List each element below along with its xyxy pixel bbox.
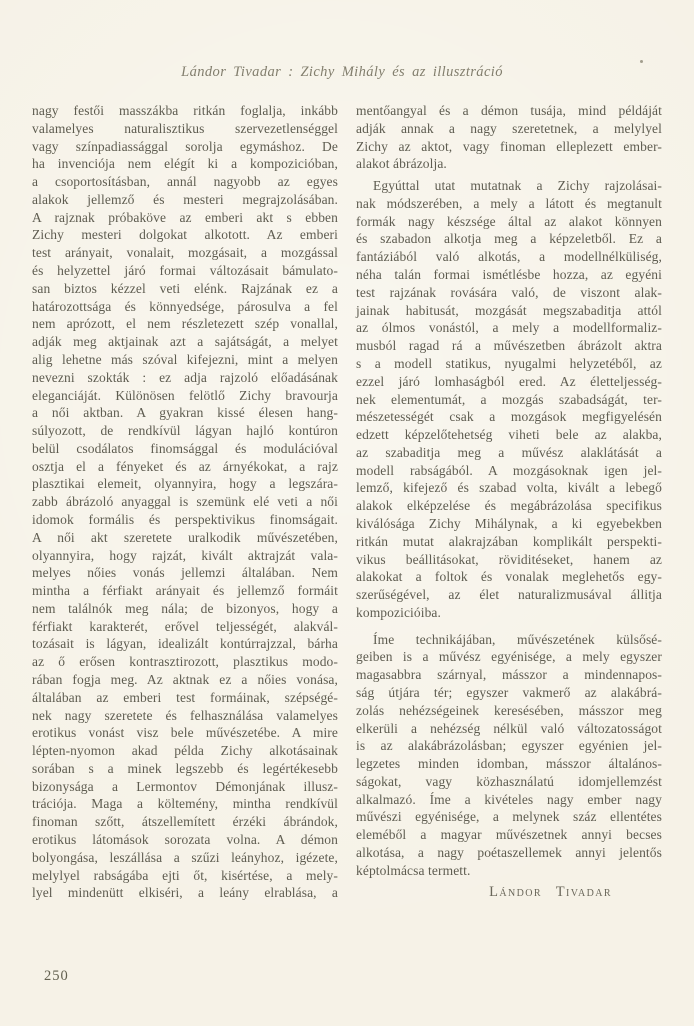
text-line: nagy festői masszákba ritkán foglalja, inkább <box>32 103 338 118</box>
paragraph <box>32 102 338 902</box>
text-line: A női akt szeretete uralkodik művészetében, <box>32 529 338 545</box>
text-line: mészetességét csak a mozgások megfigyelésén <box>356 409 662 425</box>
text-line: az ólmos vonástól, a mely a modellformaliz- <box>356 320 662 336</box>
text-line: erotikus látomások sorozata volna. A démon <box>32 832 338 848</box>
text-line: melyes nőies vonás jellemzi általában. Nem <box>32 565 338 581</box>
text-line: kompozicióiba. <box>356 604 442 620</box>
paper-speck <box>640 60 643 63</box>
text-line: bizonysága a Lermontov Démonjának illusz- <box>32 778 338 794</box>
text-line: test arányait, vonalait, mozgásait, a mozgással <box>32 245 338 261</box>
text-line: lyel mindenütt elkiséri, a leány elrablása, a <box>32 885 338 901</box>
text-line: alakokat a foltok és vonalak meglehetős egy- <box>356 569 662 585</box>
text-line: edzett képzelőtehetség viheti bele az alakba, <box>356 427 662 443</box>
text-line: fantáziából való alkotás, a modellnélküliség, <box>356 249 662 265</box>
text-line: s a modell statikus, nyugalmi helyzetéből, az <box>356 355 662 371</box>
text-line: trációja. Maga a költemény, mintha rendkívül <box>32 796 338 812</box>
text-line: eleganciáját. Különösen felötlő Zichy bravourja <box>32 387 338 403</box>
text-line: adják meg aktjainak azt a sajátságát, a melyet <box>32 334 338 350</box>
text-line: súlyozott, de rendkívül lágyan hajló kontúron <box>32 423 338 439</box>
text-line: nevezni szokták : ez adja rajzoló előadásának <box>32 369 338 385</box>
text-line: és helyzettel járó formai változásait bámulato- <box>32 263 338 279</box>
text-line: is az alakábrázolásban; egyszer egyénien jel- <box>356 738 662 754</box>
text-line: nem aprózott, el nem részletezett szép vonallal, <box>32 316 338 332</box>
paragraph <box>356 102 662 173</box>
text-line: elkerüli a nehézség nélkül való változatosságot <box>356 720 662 736</box>
text-line: bolyongása, leszállása a szűzi leányhoz, igézete, <box>32 849 338 865</box>
text-line: férfiakt karakterét, erővel teljességét, alakvál- <box>32 618 338 634</box>
text-line: osztja el a fényeket és az árnyékokat, a rajz <box>32 458 338 474</box>
text-line: nek nagy szeretete és felhasználása valamelyes <box>32 707 338 723</box>
text-line: a csoportosításban, annál nagyobb az egyes <box>32 174 338 190</box>
text-line: határozottsága és könnyedsége, párosulva a fel <box>32 298 338 314</box>
text-column-right <box>356 102 662 880</box>
text-line: valamelyes naturalisztikus szervezetlenséggel <box>32 120 338 136</box>
text-line: finoman szőtt, átszellemített érzéki ábrándok, <box>32 814 338 830</box>
text-line: Egyúttal utat mutatnak a Zichy rajzolásai- <box>373 178 662 194</box>
text-line: alakok elképzelése és megábrázolása specifikus <box>356 498 662 514</box>
text-line: Zichy mesteri dolgokat alkotott. Az emberi <box>32 227 338 243</box>
text-line: idomok formális és perspektivikus finomságait. <box>32 511 338 527</box>
text-line: alakot ábrázolja. <box>356 156 447 172</box>
text-line: művészi egyénisége, a melynek száz ellentétes <box>356 809 662 825</box>
text-line: mentőangyal és a démon tusája, mind példáját <box>356 103 662 118</box>
text-line: ezzel járó lomhaságból ered. Az életteljesség- <box>356 373 662 389</box>
text-line: sorában s a minek legszebb és legértékesebb <box>32 760 338 776</box>
paragraph <box>356 631 662 880</box>
text-line: alkotása, a nagy poétaszellemek annyi jelentős <box>356 845 662 861</box>
text-line: ságokat, vagy közhasználatú idomjellemzést <box>356 773 662 789</box>
text-line: belül csodálatos finomsággal és modulációval <box>32 440 338 456</box>
text-line: legzetes minden idomban, másszor általános- <box>356 756 662 772</box>
text-line: szerűségével, az élet naturalizmusával állitja <box>356 587 662 603</box>
text-line: általában az emberi test formáinak, szépségé- <box>32 689 338 705</box>
text-line: zabb ábrázoló anyaggal is szemünk elé veti a női <box>32 494 338 510</box>
text-line: az szabaditja meg a művész alaklátását a <box>356 444 662 460</box>
text-line: modell rabságából. A mozgásoknak igen jel- <box>356 462 662 478</box>
text-line: ha invenciója nem elégít ki a kompozicióban, <box>32 156 338 172</box>
text-line: ritkán mutat alakrajzában komplikált perspekti- <box>356 533 662 549</box>
text-line: rában fogja meg. Az aktnak ez a nőies vonása, <box>32 672 338 687</box>
text-line: Zichy az aktot, vagy finoman elleplezett ember- <box>356 138 662 154</box>
text-line: san biztos kézzel veti elénk. Rajzának ez a <box>32 280 338 296</box>
author-signature: Lándor Tivadar <box>489 884 612 900</box>
text-column-left <box>32 102 338 902</box>
text-line: Íme technikájában, művészetének külsősé- <box>373 631 662 647</box>
text-line: lépten-nyomon akad példa Zichy alkotásainak <box>32 743 338 759</box>
text-line: nek elementumát, a mozgás szabadságát, ter- <box>356 391 662 407</box>
text-line: zolás nehézségeinek keresésében, másszor meg <box>356 702 662 718</box>
text-line: test rajzának rovására való, de viszont alak- <box>356 284 662 300</box>
page-number: 250 <box>44 968 69 984</box>
text-line: az ő erősen kontrasztirozott, plasztikus modo- <box>32 654 338 670</box>
text-line: musból ragad rá a művészetben ábrázolt aktra <box>356 338 662 354</box>
text-line: olyannyira, hogy rajzát, kivált aktrajzát vala- <box>32 547 338 563</box>
text-line: néha talán formai ismétlésbe hozza, az egyéni <box>356 267 662 283</box>
text-line: plasztikai elemeit, olyannyira, hogy a legszára- <box>32 476 338 492</box>
text-line: vagy színpadiassággal sorolja egymáshoz. De <box>32 138 338 154</box>
text-line: ság útjára tér; egyszer vakmerő az alakábrá- <box>356 685 662 700</box>
text-line: nem találnók meg nála; de bizonyos, hogy a <box>32 600 338 616</box>
text-line: melylyel rabságába ejti őt, kisértése, a mely- <box>32 867 338 883</box>
paragraph <box>356 177 662 622</box>
running-header: Lándor Tivadar : Zichy Mihály és az illusztráció <box>181 64 503 80</box>
text-line: eleméből a magyar művészetnek annyi becses <box>356 827 662 843</box>
text-line: tozásait is lágyan, idealizált kontúrrajzzal, bárha <box>32 636 338 652</box>
text-line: nak módszerében, a mely a látott és megtanult <box>356 195 662 211</box>
text-line: alkalmazó. Íme a kivételes nagy ember nagy <box>356 791 662 807</box>
text-line: geiben is a művész egyénisége, a mely egyszer <box>356 649 662 665</box>
text-line: és szabadon alkotja meg a képzeletből. Ez a <box>356 231 662 247</box>
text-line: A rajznak próbaköve az emberi akt s ebben <box>32 209 338 225</box>
text-line: lemző, kifejező és szabad volta, kivált a lebegő <box>356 480 662 496</box>
text-line: a női aktban. A gyakran kissé élesen hang- <box>32 405 338 421</box>
text-line: képtolmácsa termett. <box>356 862 471 878</box>
text-line: formák nagy készsége által az alakot könnyen <box>356 213 662 229</box>
text-line: alakok jellemző és mesteri megrajzolásában. <box>32 191 338 207</box>
text-line: jainak habitusát, mozgását megszabaditja attól <box>356 302 662 318</box>
text-line: adják annak a nagy szeretetnek, a melylyel <box>356 120 662 136</box>
text-line: alig lehetne más szóval kifejezni, mint a melyen <box>32 351 338 367</box>
text-line: magasabbra szárnyal, másszor a mindennapos- <box>356 667 662 683</box>
text-line: erotikus vonást visz bele művészetébe. A mire <box>32 725 338 741</box>
text-line: kiválósága Zichy Mihálynak, a ki egyebekben <box>356 515 662 531</box>
text-line: mintha a férfiakt arányait és jellemző formáit <box>32 583 338 599</box>
text-line: vikus beállitásokat, röviditéseket, hanem az <box>356 551 662 567</box>
